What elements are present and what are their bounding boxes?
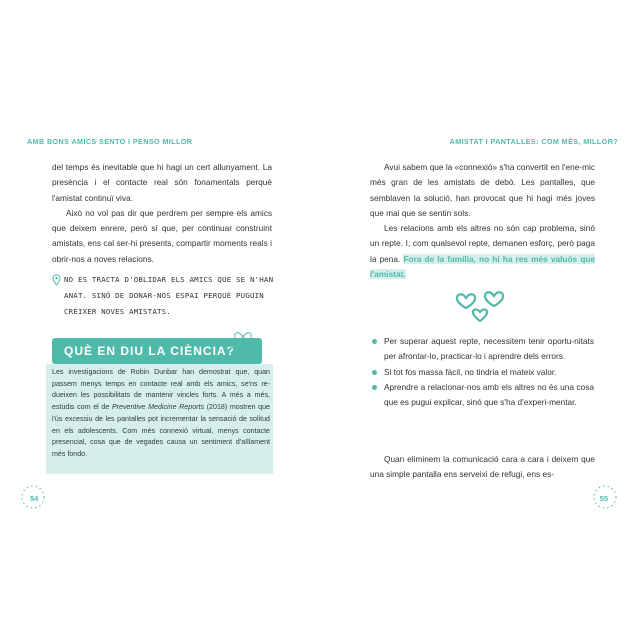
science-box-text [52, 367, 270, 461]
journal-name: Preventive Medicine Reports [111, 403, 205, 412]
paragraph: Això no vol pas dir que perdrem per sempre els amics que deixem enrere, però sí que, per continuar construint amistats, ens cal ser-hi presents, compartir moments reals i obrir-nos a noves relacions. [52, 207, 272, 264]
handwritten-note: NO ES TRACTA D'OBLIDAR ELS AMICS QUE SE N'HAN ANAT. SINÓ DE DONAR-NOS ESPAI PERQUÈ PUGUIN CRÉIXER NOVES AMISTATS. [64, 275, 274, 316]
list-item: Per superar aquest repte, necessitem tenir oportu-nitats per afrontar-lo, practicar-lo i aprendre dels errors. [372, 334, 594, 365]
atom-icon [226, 330, 260, 360]
paragraph: Quan eliminem la comunicació cara a cara i deixem que una simple pantalla ens serveixi de refugi, ens es- [370, 454, 595, 480]
page-number-left: 54 [30, 494, 39, 503]
list-item: Aprendre a relacionar-nos amb els altres no és una cosa que es pugui explicar, sinó que s'ha d'experi-mentar. [372, 380, 594, 411]
bullet-list [372, 334, 594, 410]
right-body-text [370, 160, 595, 282]
paragraph: Les relacions amb els altres no són cap problema, sinó un repte. I, com qualsevol repte, demanen esforç, però paga la pena. [370, 223, 595, 264]
science-box-title: QUÈ EN DIU LA CIÈNCIA? [52, 338, 262, 364]
right-body-text-bottom [370, 452, 595, 483]
science-text-part: (2018) mostren que l'ús excessiu de les pantalles pot incrementar la sensació de solitud en els adolescents. Com més connexió virtual, menys contacte presencial, cosa que de vegades causa un sentiment d'aïllament més fondo. [52, 403, 270, 458]
running-head-right: AMISTAT I PANTALLES: COM MÉS, MILLOR? [449, 137, 618, 146]
highlighted-quote: Fora de la família, no hi ha res més valuós que l'amistat. [370, 253, 595, 280]
science-text-part: Les investigacions de Robin Dunbar han demostrat que, quan passem menys temps en contacte real amb els amics, se'ns re-dueixen les possibilitats de mantenir vincles forts. A més a més, estudis com el de [52, 368, 270, 412]
page-number-right: 55 [599, 494, 608, 503]
running-head-left: AMB BONS AMICS SENTO I PENSO MILLOR [27, 137, 193, 146]
list-item: Si tot fos massa fàcil, no tindria el mateix valor. [372, 365, 594, 380]
left-body-text [52, 160, 272, 267]
hearts-icon [454, 284, 508, 324]
right-page [320, 0, 640, 640]
paragraph: Avui sabem que la «connexió» s'ha convertit en l'ene-mic més gran de les amistats de debò. Les pantalles, que semblaven la solució, han provocat que hi hagi més joves que mai que se sentin sols. [370, 162, 595, 218]
paragraph: del temps és inevitable que hi hagi un cert allunyament. La presència i el contacte real són fonamentals perquè l'amistat continuï viva. [52, 162, 272, 203]
map-pin-icon [52, 274, 61, 286]
